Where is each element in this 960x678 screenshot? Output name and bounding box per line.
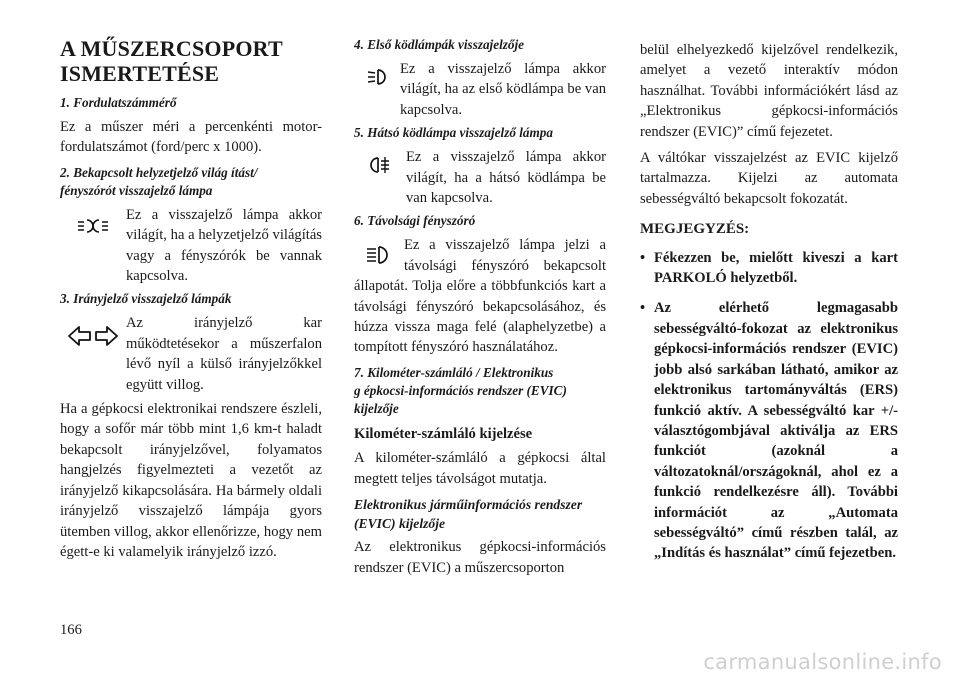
high-beam-icon [354,235,402,275]
note-item: • Fékezzen be, mielőtt kiveszi a kart PARKOLÓ helyzetből. [640,248,898,289]
note-list [640,248,898,564]
section-5-text: Ez a visszajelző lámpa akkor világít, ha a hátsó ködlámpa be van kapcsolva. [406,149,606,207]
watermark: carmanualsonline.info [703,650,942,674]
evic-subheading: Elektronikus járműinformációs rendszer (EVIC) kijelzője [354,497,583,532]
evic-text: belül elhelyezkedő kijelzővel rendelkezik, amelyet a vezető interaktív módon használhat. További információkért lásd az „Elektronikus gépkocsi-információs rendszer (EVIC)” című fejezetet. [640,42,898,140]
parking-lights-icon [60,205,126,247]
section-1-heading: 1. Fordulatszámmérő [60,95,177,110]
section-2-heading: 2. Bekapcsolt helyzetjelző világ ítást/ fényszórót visszajelző lámpa [60,164,258,198]
section-4-heading: 4. Első ködlámpák visszajelzője [354,37,524,52]
section-2-block [60,205,322,287]
section-3-paragraph: Ha a gépkocsi elektronikai rendszere észleli, hogy a sofőr már több mint 1,6 km-t haladt bekapcsolt irányjelzővel, folyamatos hangjelzés figyelmezteti a vezetőt az irányjelző kikapcsolására. Ha bármely oldali irányjelző visszajelző lámpája gyors ütemben villog, akkor ellenőrizze, hogy nem égett-e ki valamelyik irányjelző izzó. [60,401,322,560]
section-4-text: Ez a visszajelző lámpa akkor világít, ha az első ködlámpa be van kapcsolva. [400,61,606,118]
section-2-text: Ez a visszajelző lámpa akkor világít, ha a helyzetjelző világítás vagy a fényszórók be vannak kapcsolva. [126,206,322,285]
gear-indicator-text: A váltókar visszajelzést az EVIC kijelző tartalmazza. Kijelzi az automata sebességváltó bekapcsolt fokozatát. [640,150,898,207]
section-1-text: Ez a műszer méri a percenkénti motor-fordulatszámot (ford/perc x 1000). [60,119,322,156]
page-number: 166 [60,622,82,638]
evic-text-start: Az elektronikus gépkocsi-információs rendszer (EVIC) a műszercsoporton [354,539,606,576]
section-3-block [60,313,322,395]
section-4-block [354,59,606,120]
section-6-block [354,235,606,357]
column-middle [354,36,606,578]
note-item: • Az elérhető legmagasabb sebességváltó-fokozat az elektronikus gépkocsi-információs rendszer (EVIC) jobb alsó sarkában látható, amikor az elektronikus tartományváltás (ERS) funkció aktív. A sebességváltó kar +/- választógombjával aktiválja az ERS funkciót (azoknál a változatoknál/országoknál, ahol ez a funkció rendelkezésre áll). További információt az „Automata sebességváltó” című részben talál, az „Indítás és használat” című fejezetben. [640,298,898,563]
odometer-text: A kilométer-számláló a gépkocsi által megtett teljes távolságot mutatja. [354,450,606,487]
front-fog-lamp-icon [354,59,400,95]
section-7-heading: 7. Kilométer-számláló / Elektronikus g épkocsi-információs rendszer (EVIC) kijelzője [354,364,567,416]
section-3-heading: 3. Irányjelző visszajelző lámpák [60,291,232,307]
column-right [640,36,898,574]
note-heading: MEGJEGYZÉS: [640,221,750,238]
rear-fog-lamp-icon [354,147,406,183]
turn-signal-arrows-icon [60,313,126,359]
section-5-block [354,147,606,208]
page-title: A MŰSZERCSOPORT ISMERTETÉSE [60,36,283,86]
section-3-text: Az irányjelző kar működtetésekor a műszerfalon lévő nyíl a külső irányjelzőkkel együtt villog. [126,315,322,393]
column-left [60,36,322,568]
odometer-subheading: Kilométer-számláló kijelzése [354,425,533,442]
section-5-heading: 5. Hátsó ködlámpa visszajelző lámpa [354,125,553,141]
section-6-text: Ez a visszajelző lámpa jelzi a távolsági fényszóró bekapcsolt állapotát. Tolja előre a többfunkciós kart a távolsági fényszóró bekapcsolásához, és húzza vissza maga felé (alaphelyzetbe) a tompított fényszóró használatához. [354,237,606,356]
section-6-heading: 6. Távolsági fényszóró [354,213,476,229]
